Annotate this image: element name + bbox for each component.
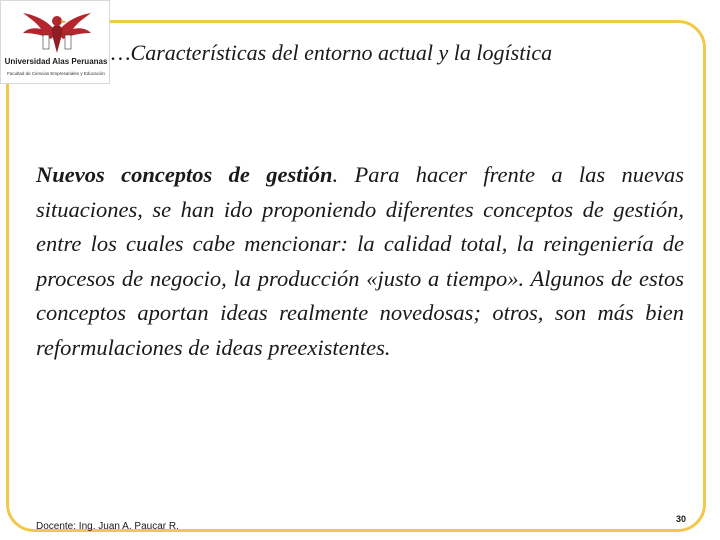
eagle-emblem-icon bbox=[21, 3, 93, 57]
paragraph-lead: Nuevos conceptos de gestión bbox=[36, 162, 333, 187]
slide-title: …Características del entorno actual y la logística bbox=[111, 40, 553, 65]
logo-tagline: Facultad de Ciencias Empresariales y Educación bbox=[7, 71, 105, 76]
paragraph-body: . Para hacer frente a las nuevas situaciones, se han ido proponiendo diferentes conceptos de gestión, entre los cuales cabe mencionar: la calidad total, la reingeniería de procesos de negocio, la producción «justo a tiempo». Algunos de estos conceptos aportan ideas realmente novedosas; otros, son más bien reformulaciones de ideas preexistentes. bbox=[36, 162, 684, 360]
page-number: 30 bbox=[676, 514, 687, 524]
footer-author: Docente: Ing. Juan A. Paucar R. bbox=[36, 521, 179, 532]
slide-paragraph bbox=[36, 158, 684, 365]
logo-university-name: Universidad Alas Peruanas bbox=[4, 57, 108, 66]
university-logo bbox=[0, 0, 110, 84]
